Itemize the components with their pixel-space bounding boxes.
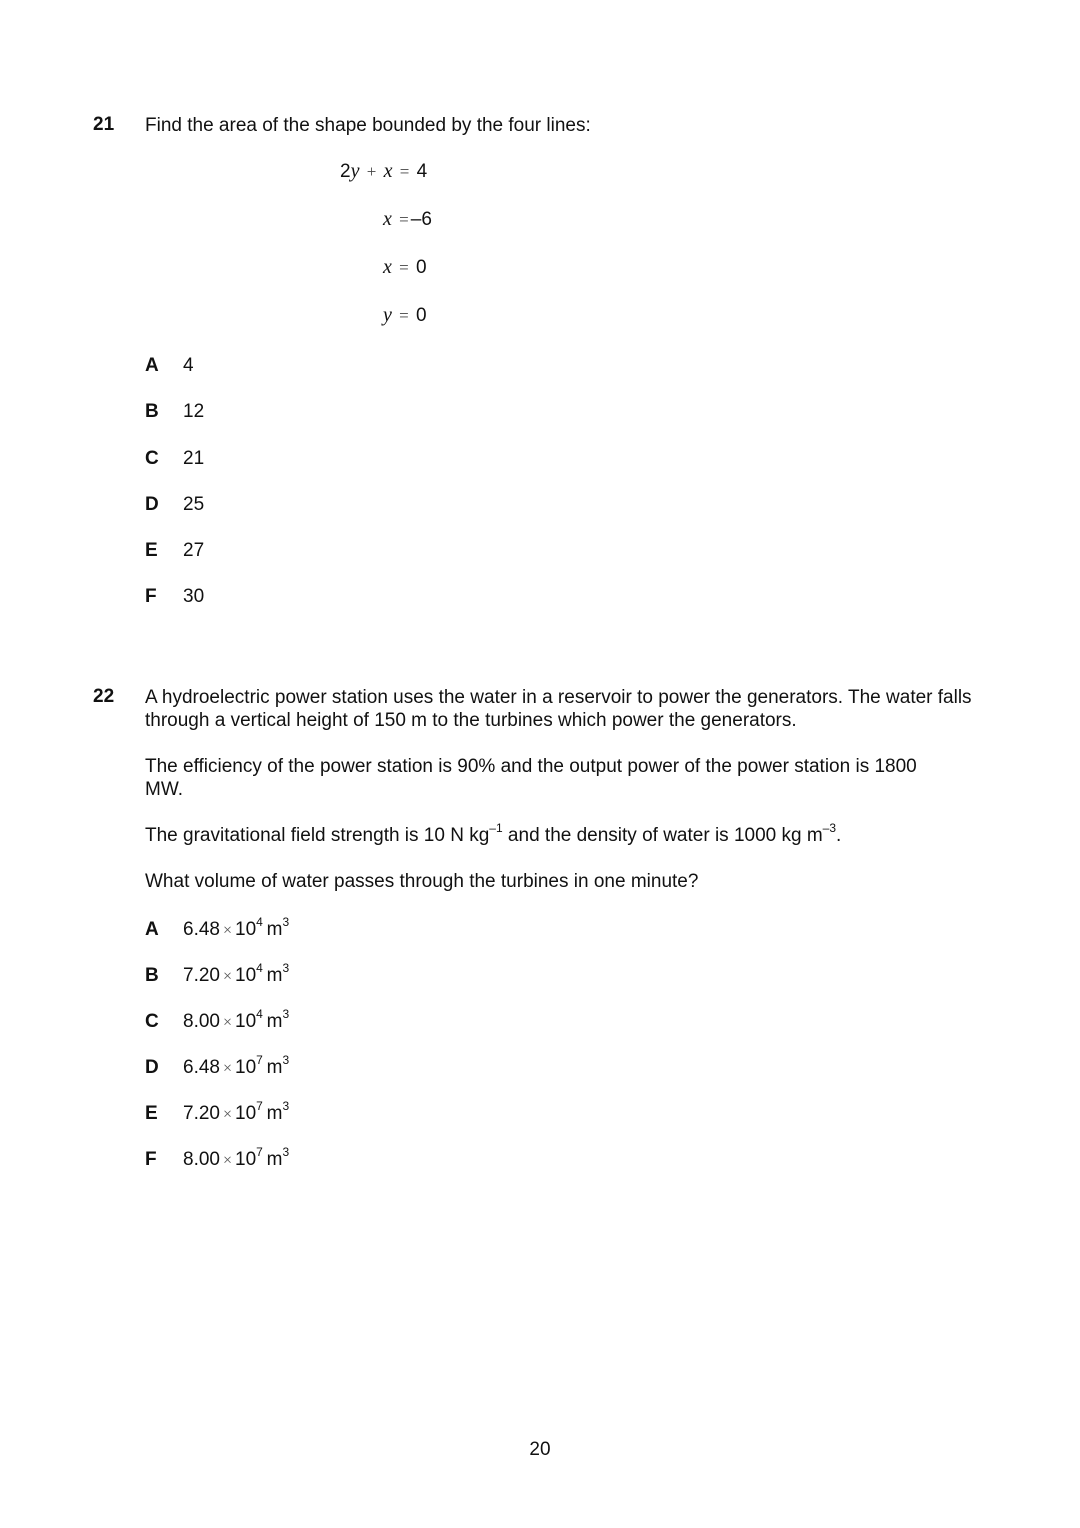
times-symbol: × xyxy=(222,1060,233,1077)
option-exponent: 4 xyxy=(256,1006,263,1021)
option-a[interactable] xyxy=(145,355,194,379)
eq-op: = xyxy=(399,258,409,277)
option-value: 12 xyxy=(183,401,205,422)
question-paragraph-1: A hydroelectric power station uses the water in a reservoir to power the generators. The water falls through a vertical height of 150 m to the turbines which power the generators. xyxy=(145,687,972,731)
option-mantissa: 8.00 xyxy=(183,1011,220,1032)
question-prompt: Find the area of the shape bounded by the four lines: xyxy=(145,115,591,136)
option-letter: D xyxy=(145,494,159,515)
option-d[interactable] xyxy=(145,1052,290,1081)
option-unit: m xyxy=(266,919,283,940)
option-unit: m xyxy=(266,965,283,986)
option-letter: E xyxy=(145,540,158,561)
option-value: 30 xyxy=(183,586,205,607)
unit-power: 3 xyxy=(282,1006,290,1021)
option-letter: A xyxy=(145,919,159,940)
times-symbol: × xyxy=(222,968,233,985)
question-paragraph-2: The efficiency of the power station is 90% and the output power of the power station is 1800 MW. xyxy=(145,756,917,800)
option-value: 21 xyxy=(183,448,205,469)
unit-power: 3 xyxy=(282,1052,290,1067)
question-text: What volume of water passes through the turbines in one minute? xyxy=(145,871,699,892)
option-exponent: 7 xyxy=(256,1052,263,1067)
unit-power: 3 xyxy=(282,914,290,929)
option-mantissa: 7.20 xyxy=(183,1103,220,1124)
option-b[interactable] xyxy=(145,401,204,425)
option-letter: A xyxy=(145,355,159,376)
eq-op: = xyxy=(399,162,410,181)
option-value: 4 xyxy=(183,355,194,376)
option-b[interactable] xyxy=(145,960,290,989)
option-value: 27 xyxy=(183,540,205,561)
option-letter: F xyxy=(145,586,157,607)
option-e[interactable] xyxy=(145,540,204,564)
para3-exponent: –1 xyxy=(489,820,503,835)
option-f[interactable] xyxy=(145,1144,290,1173)
equation-1 xyxy=(340,160,427,183)
eq-op: = xyxy=(399,306,409,325)
eq-term: –6 xyxy=(410,209,432,230)
times-symbol: × xyxy=(222,1152,233,1169)
equation-4 xyxy=(383,304,427,327)
eq-var: x xyxy=(383,160,393,182)
option-f[interactable] xyxy=(145,586,204,610)
option-base: 10 xyxy=(235,919,257,940)
option-base: 10 xyxy=(235,1149,257,1170)
unit-power: 3 xyxy=(282,960,290,975)
times-symbol: × xyxy=(222,1106,233,1123)
option-a[interactable] xyxy=(145,914,290,943)
option-unit: m xyxy=(266,1057,283,1078)
unit-power: 3 xyxy=(282,1144,290,1159)
option-letter: F xyxy=(145,1149,157,1170)
times-symbol: × xyxy=(222,922,233,939)
option-value: 25 xyxy=(183,494,205,515)
option-mantissa: 6.48 xyxy=(183,1057,220,1078)
question-number: 22 xyxy=(93,686,115,707)
option-exponent: 7 xyxy=(256,1144,263,1159)
option-unit: m xyxy=(266,1011,283,1032)
option-letter: C xyxy=(145,448,159,469)
eq-term: 0 xyxy=(416,257,427,278)
option-mantissa: 8.00 xyxy=(183,1149,220,1170)
option-c[interactable] xyxy=(145,448,204,472)
option-d[interactable] xyxy=(145,494,204,518)
eq-var: x xyxy=(383,208,392,230)
times-symbol: × xyxy=(222,1014,233,1031)
eq-term: 4 xyxy=(416,161,428,182)
equation-3 xyxy=(383,256,427,279)
option-unit: m xyxy=(266,1103,283,1124)
option-e[interactable] xyxy=(145,1098,290,1127)
option-exponent: 4 xyxy=(256,914,263,929)
option-letter: B xyxy=(145,401,159,422)
para3-text: and the density of water is 1000 kg m xyxy=(502,825,823,846)
option-exponent: 7 xyxy=(256,1098,263,1113)
option-letter: C xyxy=(145,1011,159,1032)
equation-2 xyxy=(383,208,432,231)
option-base: 10 xyxy=(235,965,257,986)
para3-text: . xyxy=(836,825,842,846)
eq-var: y xyxy=(383,304,392,326)
option-letter: D xyxy=(145,1057,159,1078)
option-mantissa: 6.48 xyxy=(183,919,220,940)
option-mantissa: 7.20 xyxy=(183,965,220,986)
eq-term: 2 xyxy=(340,161,351,182)
eq-var: x xyxy=(383,256,392,278)
option-base: 10 xyxy=(235,1103,257,1124)
option-exponent: 4 xyxy=(256,960,263,975)
option-c[interactable] xyxy=(145,1006,290,1035)
option-letter: B xyxy=(145,965,159,986)
eq-var: y xyxy=(350,160,360,182)
question-paragraph-3 xyxy=(145,820,995,847)
option-base: 10 xyxy=(235,1011,257,1032)
eq-op: + xyxy=(366,162,377,181)
page-number: 20 xyxy=(529,1439,551,1460)
para3-exponent: –3 xyxy=(822,820,837,835)
unit-power: 3 xyxy=(282,1098,290,1113)
question-number: 21 xyxy=(93,114,115,135)
option-base: 10 xyxy=(235,1057,257,1078)
para3-text: The gravitational field strength is 10 N kg xyxy=(145,825,490,846)
option-unit: m xyxy=(266,1149,283,1170)
eq-term: 0 xyxy=(416,305,427,326)
eq-op: = xyxy=(399,210,409,229)
option-letter: E xyxy=(145,1103,158,1124)
